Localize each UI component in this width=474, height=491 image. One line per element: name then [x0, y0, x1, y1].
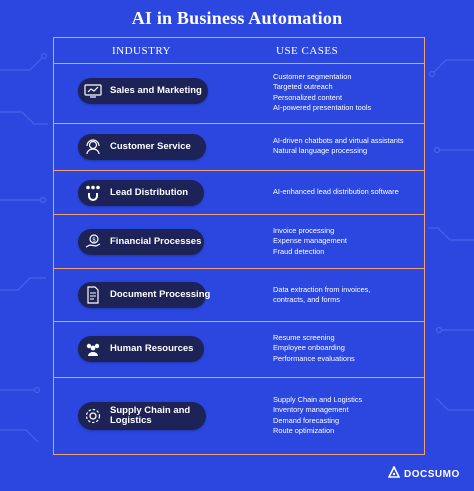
brand-name: DOCSUMO	[404, 468, 460, 480]
use-case-item: Natural language processing	[273, 146, 368, 156]
use-case-item: Expense management	[273, 236, 347, 246]
industry-label: Human Resources	[110, 343, 194, 354]
use-case-item: Supply Chain and Logistics	[273, 395, 363, 404]
page-title: AI in Business Automation	[131, 8, 343, 28]
use-case-item: contracts, and forms	[273, 295, 340, 305]
table-row	[54, 124, 424, 171]
use-cases-list	[273, 285, 425, 306]
industry-pill-supply-chain	[78, 402, 206, 430]
use-case-item: Resume screening	[273, 333, 335, 342]
supply-gear-icon	[82, 405, 104, 427]
use-cases-list	[273, 395, 425, 437]
use-case-item: Employee onboarding	[273, 343, 345, 353]
use-case-item: Targeted outreach	[273, 82, 333, 92]
team-people-icon	[82, 338, 104, 360]
use-cases-list	[273, 333, 425, 364]
table-row	[54, 171, 424, 215]
headset-agent-icon	[82, 136, 104, 158]
industry-label: Sales and Marketing	[110, 85, 202, 96]
docsumo-mark-icon	[388, 465, 400, 483]
industry-pill-financial-processes	[78, 229, 204, 255]
industry-pill-customer-service	[78, 134, 206, 160]
svg-text:$: $	[92, 236, 96, 244]
industry-label: Supply Chain and Logistics	[110, 405, 191, 426]
header-use-cases: USE CASES	[276, 45, 339, 57]
industry-label: Document Processing	[110, 289, 211, 300]
use-case-item: Data extraction from invoices,	[273, 285, 371, 294]
marketing-dashboard-icon	[82, 80, 104, 102]
industry-pill-lead-distribution	[78, 180, 204, 206]
use-case-item: AI-enhanced lead distribution software	[273, 187, 399, 196]
industry-label: Financial Processes	[110, 236, 202, 247]
table-row	[54, 215, 424, 269]
use-case-item: Performance evaluations	[273, 353, 355, 363]
header-industry: INDUSTRY	[112, 45, 172, 57]
industry-label: Lead Distribution	[110, 187, 189, 198]
use-case-item: AI-driven chatbots and virtual assistants	[273, 136, 404, 145]
industry-pill-human-resources	[78, 336, 204, 362]
magnet-people-icon	[82, 182, 104, 204]
table-row	[54, 378, 424, 454]
use-cases-list	[273, 72, 425, 114]
hand-coin-icon	[82, 231, 104, 253]
use-cases-list	[273, 187, 425, 197]
use-cases-list	[273, 136, 425, 157]
industry-pill-sales-marketing	[78, 78, 208, 104]
industry-label: Customer Service	[110, 141, 191, 152]
use-case-item: Demand forecasting	[273, 415, 340, 425]
use-case-item: Inventory management	[273, 405, 349, 415]
automation-table	[53, 37, 425, 455]
use-case-item: Customer segmentation	[273, 72, 352, 81]
table-row	[54, 64, 424, 124]
table-header	[54, 38, 424, 64]
use-case-item: Personalized content	[273, 92, 343, 102]
table-row	[54, 269, 424, 322]
table-row	[54, 322, 424, 378]
use-case-item: Fraud detection	[273, 246, 325, 256]
use-case-item: Route optimization	[273, 426, 335, 436]
industry-pill-document-processing	[78, 282, 211, 308]
use-case-item: AI-powered presentation tools	[273, 103, 372, 113]
use-case-item: Invoice processing	[273, 226, 335, 235]
document-icon	[82, 284, 104, 306]
docsumo-logo	[388, 465, 460, 483]
use-cases-list	[273, 226, 425, 257]
